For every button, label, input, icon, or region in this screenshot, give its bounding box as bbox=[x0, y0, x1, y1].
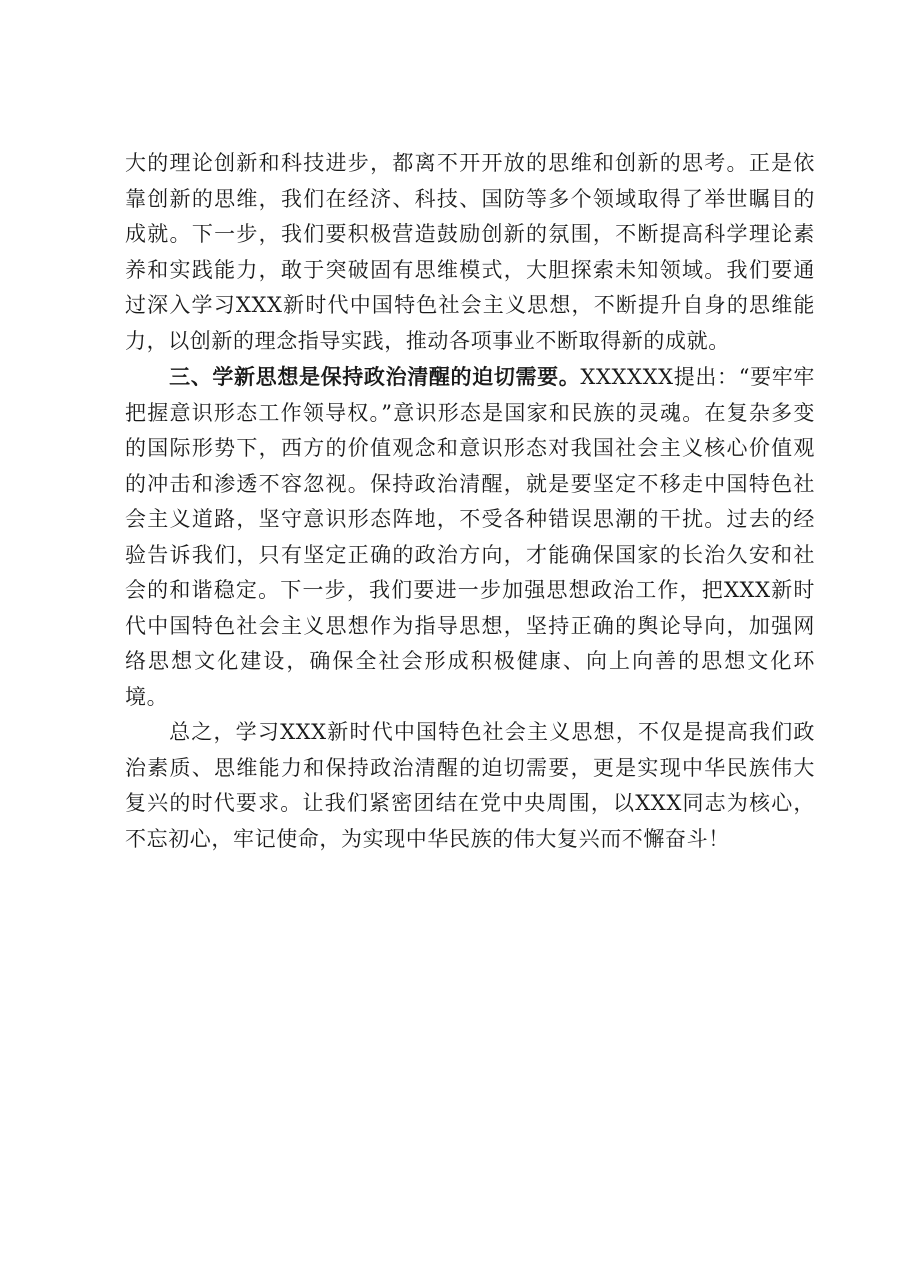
conclusion-paragraph: 总之，学习XXX新时代中国特色社会主义思想，不仅是提高我们政治素质、思维能力和保持政治清醒的迫切需要，更是实现中华民族伟大复兴的时代要求。让我们紧密团结在党中央周围，以XXX同志为核心，不忘初心，牢记使命，为实现中华民族的伟大复兴而不懈奋斗！ bbox=[125, 720, 815, 851]
paragraph-continued: 大的理论创新和科技进步，都离不开开放的思维和创新的思考。正是依靠创新的思维，我们在经济、科技、国防等多个领域取得了举世瞩目的成就。下一步，我们要积极营造鼓励创新的氛围，不断提高科学理论素养和实践能力，敢于突破固有思维模式，大胆探索未知领域。我们要通过深入学习XXX新时代中国特色社会主义思想，不断提升自身的思维能力，以创新的理念指导实践，推动各项事业不断取得新的成就。 bbox=[125, 151, 815, 353]
section-3-paragraph bbox=[125, 359, 815, 715]
document-body bbox=[125, 146, 815, 857]
section-3-heading: 三、学新思想是保持政治清醒的迫切需要。 bbox=[169, 364, 581, 389]
section-3-body: XXXXXX提出：“要牢牢把握意识形态工作领导权。”意识形态是国家和民族的灵魂。在复杂多变的国际形势下，西方的价值观念和意识形态对我国社会主义核心价值观的冲击和渗透不容忽视。保持政治清醒，就是要坚定不移走中国特色社会主义道路，坚守意识形态阵地，不受各种错误思潮的干扰。过去的经验告诉我们，只有坚定正确的政治方向，才能确保国家的长治久安和社会的和谐稳定。下一步，我们要进一步加强思想政治工作，把XXX新时代中国特色社会主义思想作为指导思想，坚持正确的舆论导向，加强网络思想文化建设，确保全社会形成积极健康、向上向善的思想文化环境。 bbox=[125, 365, 815, 709]
